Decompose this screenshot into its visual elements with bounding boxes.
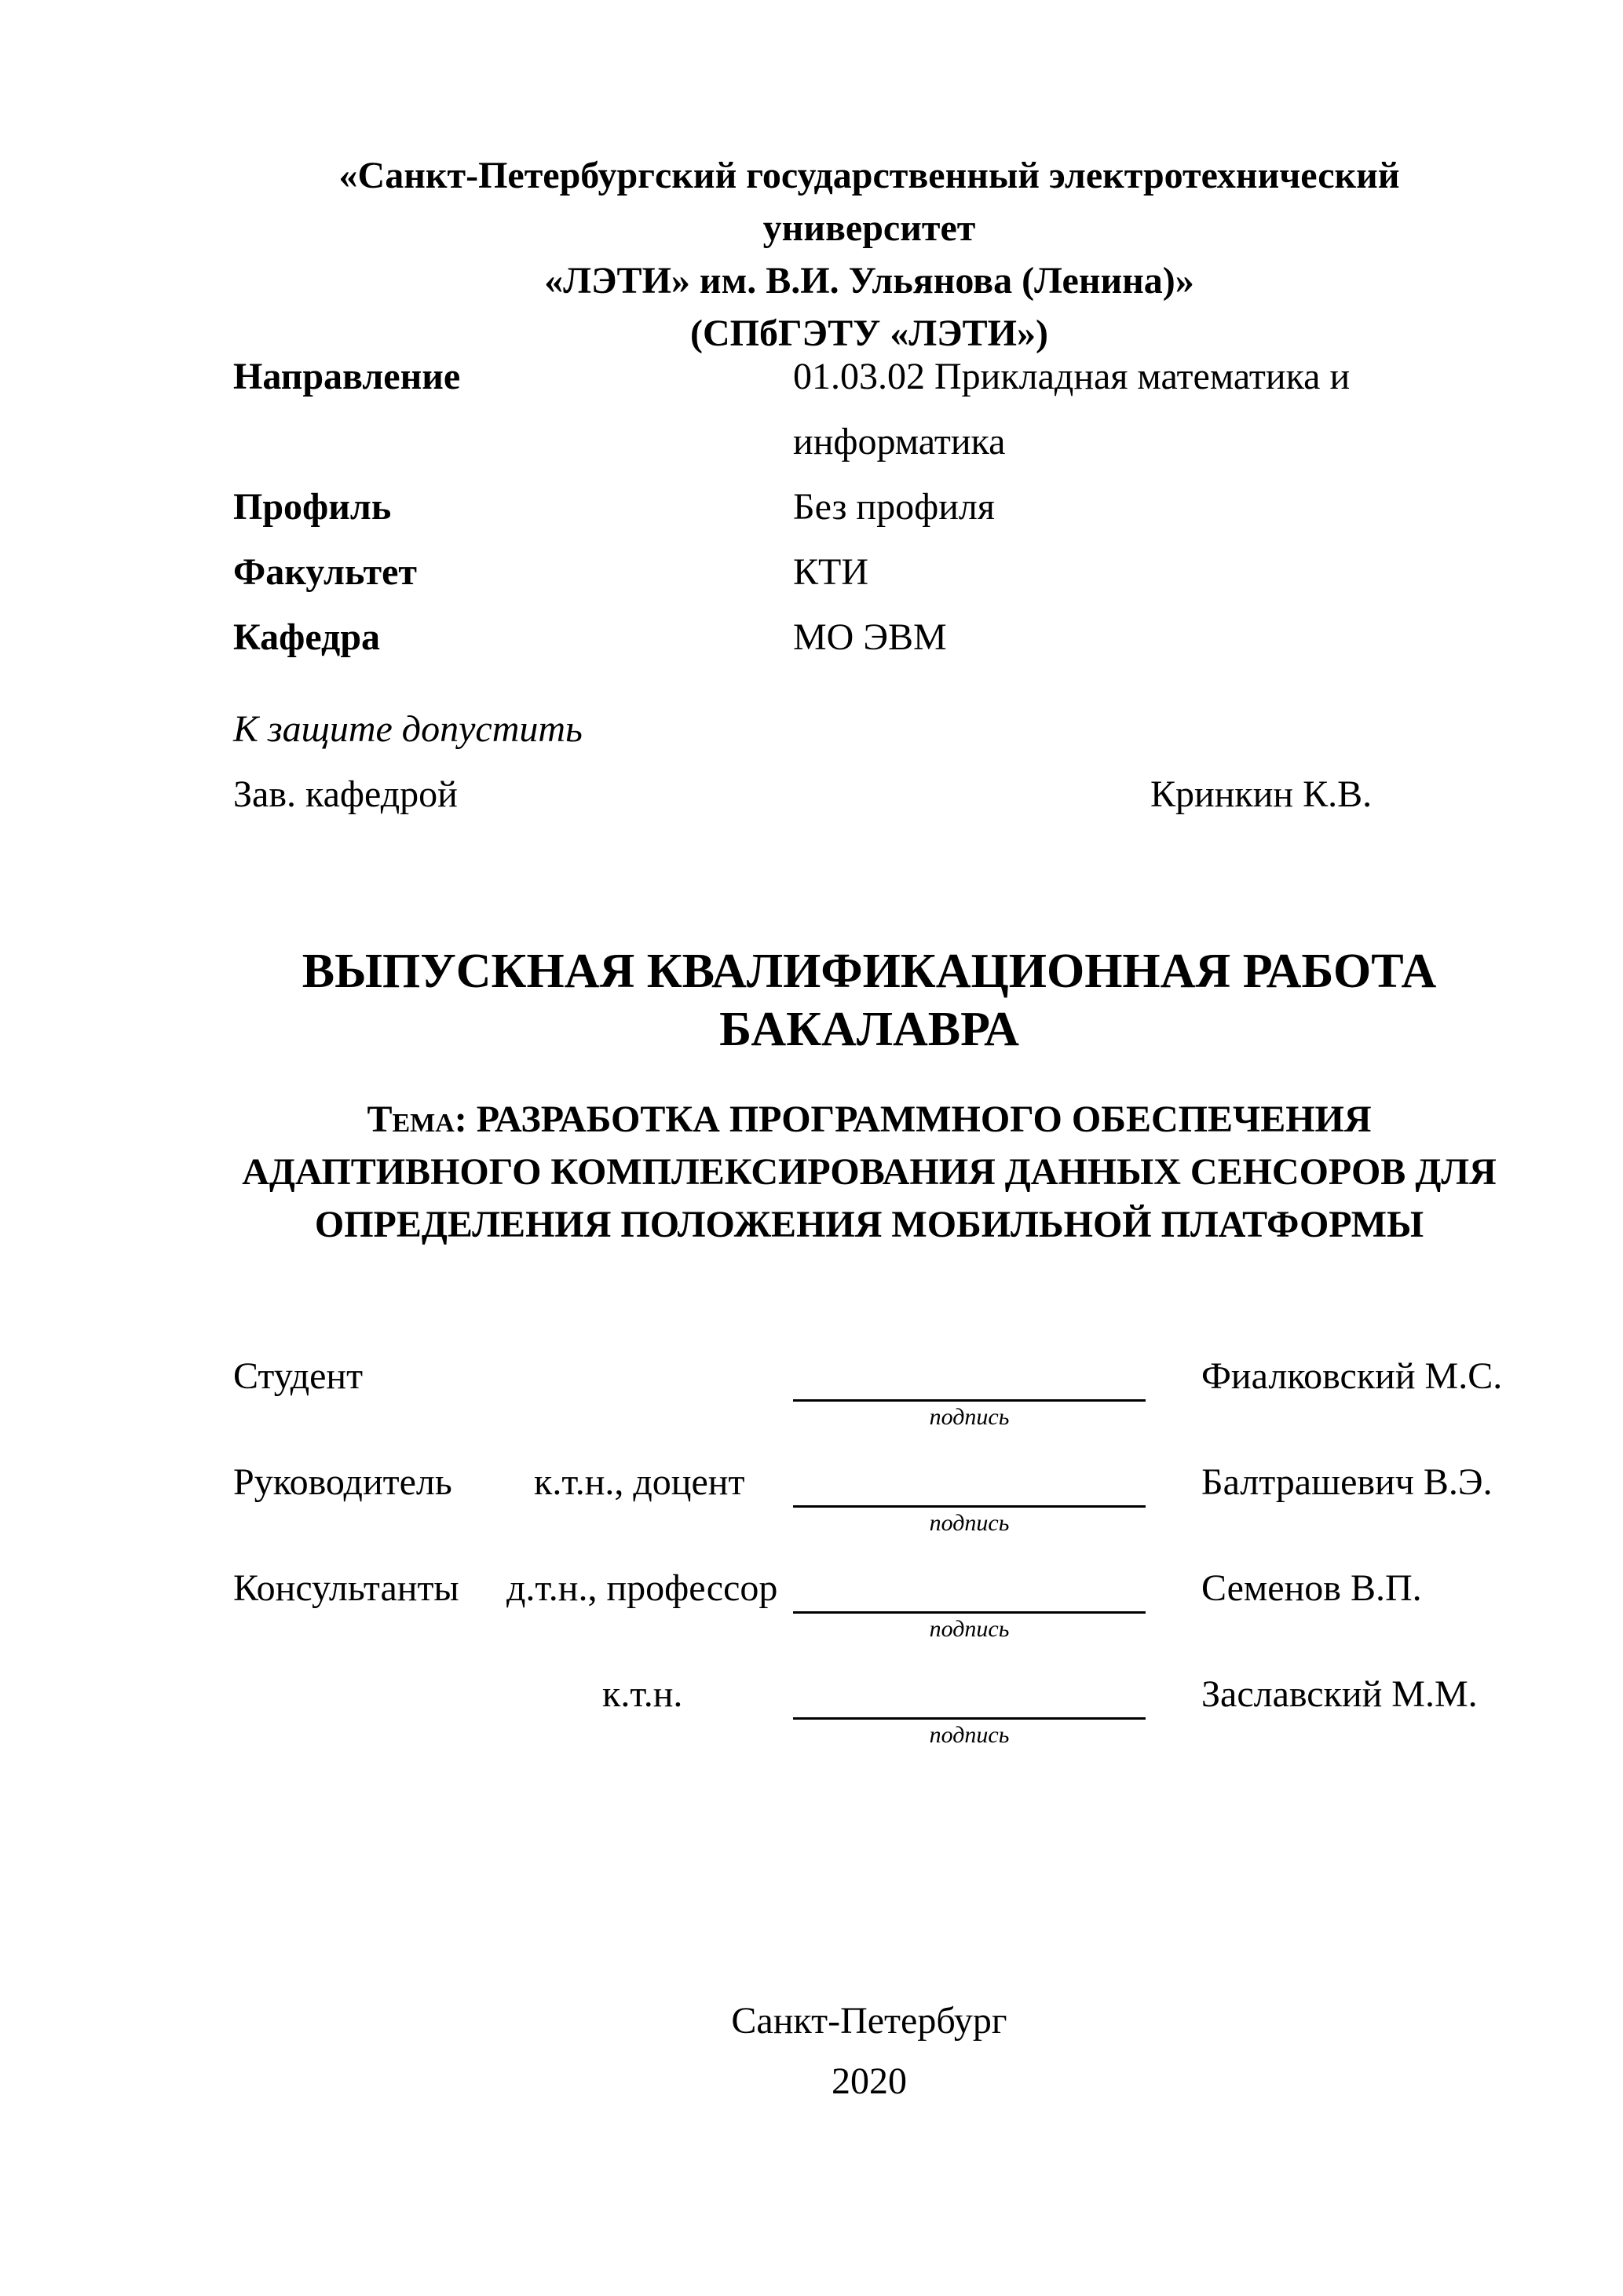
work-title-line2: БАКАЛАВРА: [719, 1003, 1019, 1056]
signature-role: Консультанты: [233, 1567, 459, 1609]
theme-block: [233, 1093, 1505, 1251]
signature-caption: подпись: [929, 1404, 1010, 1430]
footer: [233, 1991, 1505, 2111]
theme-line3: ОПРЕДЕЛЕНИЯ ПОЛОЖЕНИЯ МОБИЛЬНОЙ ПЛАТФОРМЫ: [314, 1204, 1424, 1245]
field-value-faculty: КТИ: [793, 551, 868, 593]
signature-line: [793, 1505, 1146, 1508]
signature-row-supervisor: [233, 1461, 1505, 1567]
footer-year: 2020: [832, 2060, 907, 2102]
theme-line2: АДАПТИВНОГО КОМПЛЕКСИРОВАНИЯ ДАННЫХ СЕНСОРОВ ДЛЯ: [242, 1151, 1497, 1193]
work-title: [233, 942, 1505, 1058]
admission-row: [233, 762, 1505, 827]
signature-name: Семенов В.П.: [1201, 1567, 1422, 1609]
signature-role: Руководитель: [233, 1461, 452, 1503]
university-header: [233, 149, 1505, 360]
signature-line: [793, 1717, 1146, 1720]
signature-role: Студент: [233, 1355, 364, 1397]
signature-degree: к.т.н.: [602, 1673, 683, 1715]
field-label-direction: Направление: [233, 356, 461, 397]
field-row-faculty: [233, 539, 1505, 605]
signature-degree: к.т.н., доцент: [534, 1461, 745, 1503]
theme-line1: [233, 1093, 1505, 1146]
signature-caption: подпись: [929, 1510, 1010, 1536]
signature-caption: подпись: [929, 1616, 1010, 1642]
signature-degree: д.т.н., профессор: [506, 1567, 778, 1609]
admission-name: Кринкин К.В.: [1150, 773, 1373, 815]
university-name-line3: (СПбГЭТУ «ЛЭТИ»): [690, 313, 1048, 354]
field-value-profile: Без профиля: [793, 486, 995, 528]
admission-role: Зав. кафедрой: [233, 773, 458, 815]
signature-row-consultant-2: [233, 1673, 1505, 1779]
work-title-line1: ВЫПУСКНАЯ КВАЛИФИКАЦИОННАЯ РАБОТА: [302, 945, 1437, 998]
signatures-block: [233, 1355, 1505, 1794]
signature-row-consultant-1: [233, 1567, 1505, 1673]
university-name-line2: «ЛЭТИ» им. В.И. Ульянова (Ленина)»: [544, 260, 1194, 302]
university-name-line1: «Санкт-Петербургский государственный электротехнический университет: [338, 155, 1400, 249]
field-label-faculty: Факультет: [233, 551, 417, 593]
field-value-department: МО ЭВМ: [793, 616, 947, 658]
signature-line: [793, 1399, 1146, 1402]
signature-line: [793, 1611, 1146, 1614]
field-row-profile: [233, 474, 1505, 539]
field-value-direction: 01.03.02 Прикладная математика и информатика: [793, 356, 1351, 462]
theme-prefix: Тема:: [367, 1099, 467, 1140]
footer-city: Санкт-Петербург: [731, 2000, 1007, 2042]
theme-line1-text: РАЗРАБОТКА ПРОГРАММНОГО ОБЕСПЕЧЕНИЯ: [476, 1099, 1372, 1140]
signature-name: Заславский М.М.: [1201, 1673, 1478, 1715]
field-row-direction: [233, 344, 1505, 474]
field-row-department: [233, 605, 1505, 670]
program-fields: [233, 344, 1505, 670]
signature-caption: подпись: [929, 1722, 1010, 1748]
admission-note: К защите допустить: [233, 708, 583, 750]
signature-name: Балтрашевич В.Э.: [1201, 1461, 1493, 1503]
admission-block: [233, 696, 1505, 827]
signature-row-student: [233, 1355, 1505, 1461]
signature-name: Фиалковский М.С.: [1201, 1355, 1503, 1397]
field-label-department: Кафедра: [233, 616, 381, 658]
field-label-profile: Профиль: [233, 486, 392, 528]
